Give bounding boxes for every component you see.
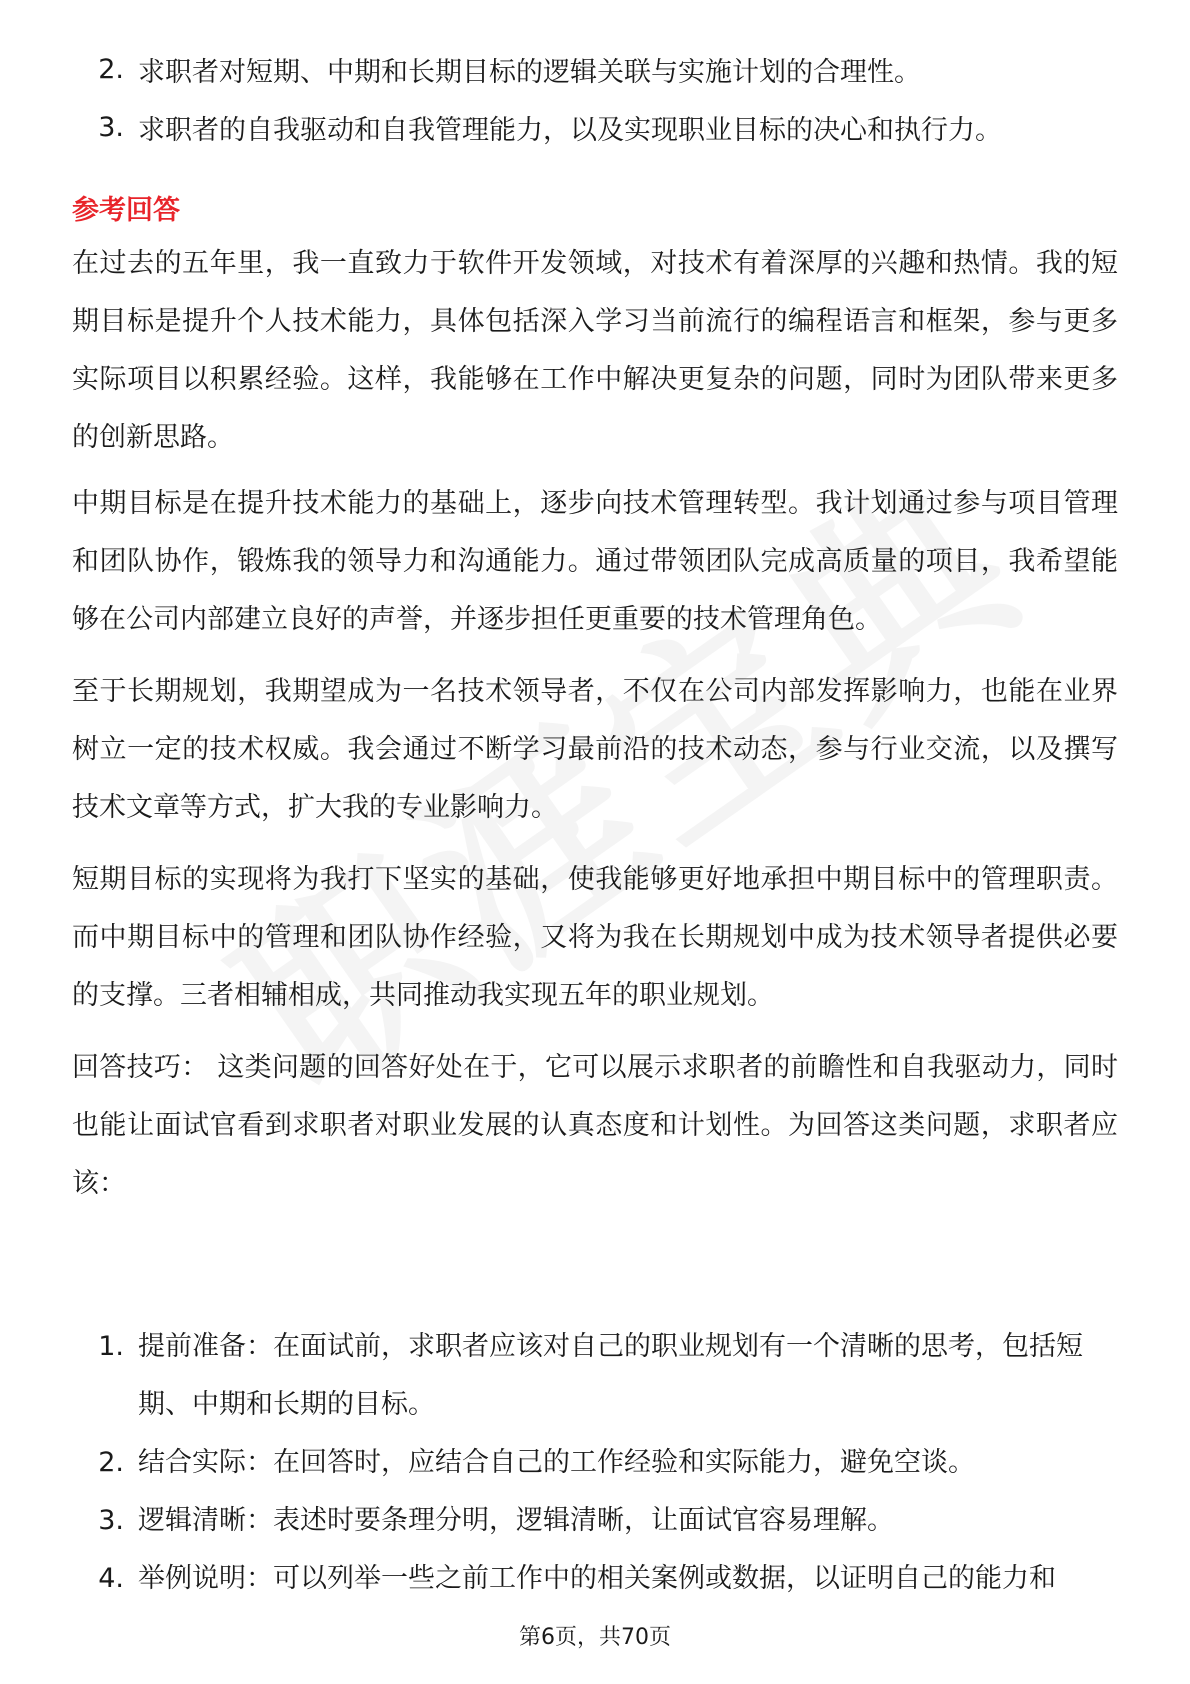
list-text: 提前准备：在面试前，求职者应该对自己的职业规划有一个清晰的思考，包括短期、中期和长期的目标。 xyxy=(138,1331,1083,1420)
list-item xyxy=(72,98,1122,156)
list-text: 求职者的自我驱动和自我管理能力，以及实现职业目标的决心和执行力。 xyxy=(138,114,1002,146)
page-number-footer: 第6页，共70页 xyxy=(519,1625,671,1650)
criteria-list xyxy=(72,40,1122,156)
list-item xyxy=(72,1492,1122,1550)
tips-list xyxy=(72,1318,1122,1608)
list-item xyxy=(72,1318,1122,1434)
list-number: 2. xyxy=(98,53,124,85)
list-number: 2. xyxy=(98,1447,124,1478)
list-item xyxy=(72,1434,1122,1492)
paragraph-mid-term: 中期目标是在提升技术能力的基础上，逐步向技术管理转型。我计划通过参与项目管理和团队协作，锻炼我的领导力和沟通能力。通过带领团队完成高质量的项目，我希望能够在公司内部建立良好的声誉，并逐步担任更重要的技术管理角色。 xyxy=(72,488,1118,635)
list-text: 求职者对短期、中期和长期目标的逻辑关联与实施计划的合理性。 xyxy=(138,56,921,88)
list-number: 4. xyxy=(98,1563,124,1594)
list-item xyxy=(72,40,1122,98)
list-text: 举例说明：可以列举一些之前工作中的相关案例或数据，以证明自己的能力和 xyxy=(138,1563,1056,1594)
paragraph-tips-intro: 回答技巧： 这类问题的回答好处在于，它可以展示求职者的前瞻性和自我驱动力，同时也能让面试官看到求职者对职业发展的认真态度和计划性。为回答这类问题，求职者应该： xyxy=(72,1052,1118,1199)
answer-heading: 参考回答 xyxy=(72,195,180,226)
list-text: 结合实际：在回答时，应结合自己的工作经验和实际能力，避免空谈。 xyxy=(138,1447,975,1478)
paragraph-long-term: 至于长期规划，我期望成为一名技术领导者，不仅在公司内部发挥影响力，也能在业界树立一定的技术权威。我会通过不断学习最前沿的技术动态，参与行业交流，以及撰写技术文章等方式，扩大我的专业影响力。 xyxy=(72,676,1118,823)
paragraph-summary: 短期目标的实现将为我打下坚实的基础，使我能够更好地承担中期目标中的管理职责。而中期目标中的管理和团队协作经验，又将为我在长期规划中成为技术领导者提供必要的支撑。三者相辅相成，共同推动我实现五年的职业规划。 xyxy=(72,864,1118,1011)
list-number: 3. xyxy=(98,111,124,143)
list-number: 3. xyxy=(98,1505,124,1536)
list-text: 逻辑清晰：表述时要条理分明，逻辑清晰，让面试官容易理解。 xyxy=(138,1505,894,1536)
list-item xyxy=(72,1550,1122,1608)
list-number: 1. xyxy=(98,1331,124,1362)
paragraph-short-term: 在过去的五年里，我一直致力于软件开发领域，对技术有着深厚的兴趣和热情。我的短期目标是提升个人技术能力，具体包括深入学习当前流行的编程语言和框架，参与更多实际项目以积累经验。这样，我能够在工作中解决更复杂的问题，同时为团队带来更多的创新思路。 xyxy=(72,248,1118,453)
